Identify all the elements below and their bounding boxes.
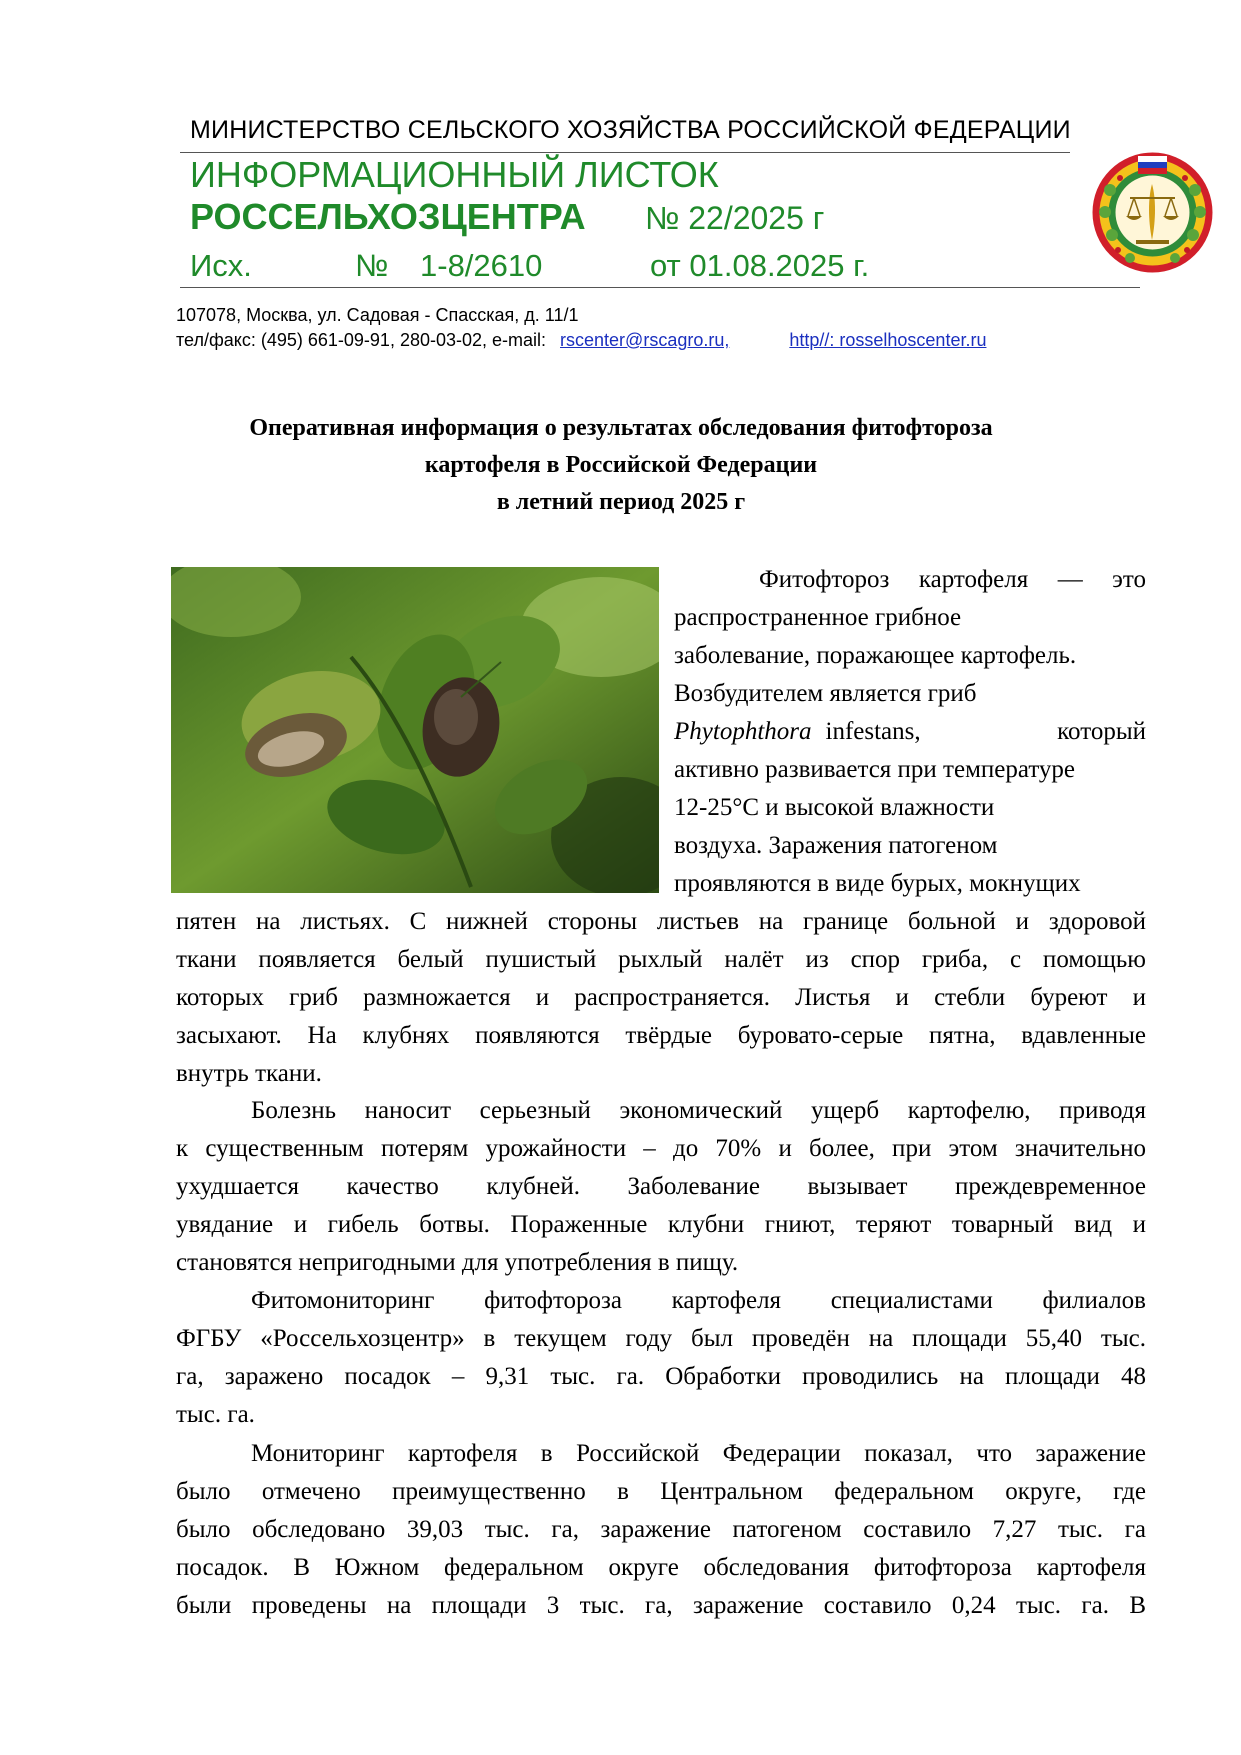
latin-genus: Phytophthora [674,718,812,745]
paragraph-3 [176,1282,1146,1434]
header-rule-top [180,152,1070,153]
text-line: активно развивается при температуре [674,756,1076,783]
text-line: проявляются в виде бурых, мокнущих [674,870,1081,897]
text-line: становятся непригодными для употребления в пищу. [176,1249,739,1276]
text-line: которых гриб размножается и распространяется. Листья и стебли буреют и [176,984,1146,1011]
text-line: Возбудителем является гриб [674,680,977,707]
text-line: ткани появляется белый пушистый рыхлый налёт из спор гриба, с помощью [176,946,1146,973]
title-line: в летний период 2025 г [496,489,746,515]
text-line: распространенное грибное [674,604,962,631]
rosselhozcenter-emblem [1090,150,1215,275]
text-line: было обследовано 39,03 тыс. га, заражение патогеном составило 7,27 тыс. га [176,1516,1146,1543]
potato-late-blight-photo [171,567,659,893]
text-line: заболевание, поражающее картофель. [674,642,1077,669]
text-line: Болезнь наносит серьезный экономический ущерб картофелю, приводя [251,1097,1146,1124]
text-line: воздуха. Заражения патогеном [674,832,998,859]
text-line: пятен на листьях. С нижней стороны листьев на границе больной и здоровой [176,908,1146,935]
text-line: га, заражено посадок – 9,31 тыс. га. Обработки проводились на площади 48 [176,1363,1146,1390]
text-line: 12-25°С и высокой влажности [674,794,995,821]
ministry-name: МИНИСТЕРСТВО СЕЛЬСКОГО ХОЗЯЙСТВА РОССИЙСКОЙ ФЕДЕРАЦИИ [190,116,1071,144]
paragraph-1-wrapped [674,561,1146,903]
text-line: были проведены на площади 3 тыс. га, заражение составило 0,24 тыс. га. В [176,1592,1146,1619]
website-link[interactable]: http//: rosselhoscenter.ru [789,330,987,350]
text-line: к существенным потерям урожайности – до 70% и более, при этом значительно [176,1135,1146,1162]
title-line: картофеля в Российской Федерации [424,452,818,478]
outgoing-number: 1-8/2610 [420,248,543,283]
issue-number: № 22/2025 г [645,200,825,236]
text-line: Фитофтороз картофеля — это [759,566,1146,593]
outgoing-label: Исх. [190,248,252,283]
text-line: тыс. га. [176,1401,255,1428]
org-name: РОССЕЛЬХОЗЦЕНТРА [190,196,586,237]
text-line: Мониторинг картофеля в Российской Федерации показал, что заражение [251,1440,1146,1467]
info-sheet-title: ИНФОРМАЦИОННЫЙ ЛИСТОК [190,154,719,195]
outgoing-date: от 01.08.2025 г. [650,248,870,283]
title-line: Оперативная информация о результатах обследования фитофтороза [249,415,993,441]
phone-fax: тел/факс: (495) 661-09-91, 280-03-02, e-mail: [176,330,547,350]
header-rule-bottom [180,287,1140,288]
text-line: Phytophthora infestans, который [674,713,1146,751]
text-line: ухудшается качество клубней. Заболевание вызывает преждевременное [176,1173,1146,1200]
text-line: засыхают. На клубнях появляются твёрдые буровато-серые пятна, вдавленные [176,1022,1146,1049]
text-line: внутрь ткани. [176,1060,322,1087]
text-line: Фитомониторинг фитофтороза картофеля специалистами филиалов [251,1287,1146,1314]
paragraph-2 [176,1092,1146,1282]
postal-address: 107078, Москва, ул. Садовая - Спасская, д. 11/1 [176,305,579,325]
paragraph-1-continued [176,903,1146,1093]
document-title [176,410,1066,521]
outgoing-number-sign: № [355,248,389,283]
contact-line [176,330,986,351]
paragraph-4 [176,1435,1146,1625]
text-line: ФГБУ «Россельхозцентр» в текущем году был проведён на площади 55,40 тыс. [176,1325,1146,1352]
text-line: увядание и гибель ботвы. Пораженные клубни гниют, теряют товарный вид и [176,1211,1146,1238]
email-link[interactable]: rscenter@rscagro.ru, [560,330,730,350]
text-line: было отмечено преимущественно в Центральном федеральном округе, где [176,1478,1146,1505]
text-line: посадок. В Южном федеральном округе обследования фитофтороза картофеля [176,1554,1146,1581]
